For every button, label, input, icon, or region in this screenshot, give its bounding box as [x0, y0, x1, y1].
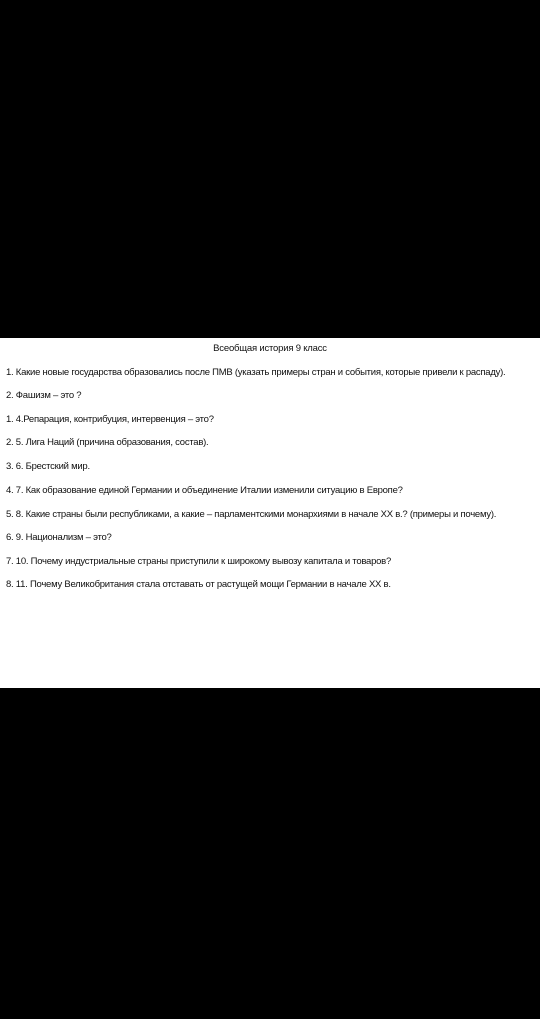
- question-2: 2. Фашизм – это ?: [6, 390, 82, 401]
- question-10: 8. 11. Почему Великобритания стала отставать от растущей мощи Германии в начале XX в.: [6, 579, 391, 590]
- bottom-black-border: [0, 688, 540, 1019]
- question-5: 3. 6. Брестский мир.: [6, 461, 90, 472]
- question-1: 1. Какие новые государства образовались после ПМВ (указать примеры стран и события, которые привели к распаду).: [6, 367, 506, 378]
- question-8: 6. 9. Национализм – это?: [6, 532, 112, 543]
- document-page: [0, 338, 540, 688]
- top-black-border: [0, 0, 540, 338]
- question-6: 4. 7. Как образование единой Германии и объединение Италии изменили ситуацию в Европе?: [6, 485, 403, 496]
- question-4: 2. 5. Лига Наций (причина образования, состав).: [6, 437, 209, 448]
- question-9: 7. 10. Почему индустриальные страны приступили к широкому вывозу капитала и товаров?: [6, 556, 391, 567]
- document-title: Всеобщая история 9 класс: [213, 343, 327, 354]
- question-3: 1. 4.Репарация, контрибуция, интервенция – это?: [6, 414, 214, 425]
- question-7: 5. 8. Какие страны были республиками, а какие – парламентскими монархиями в начале XX в.? (примеры и почему).: [6, 509, 497, 520]
